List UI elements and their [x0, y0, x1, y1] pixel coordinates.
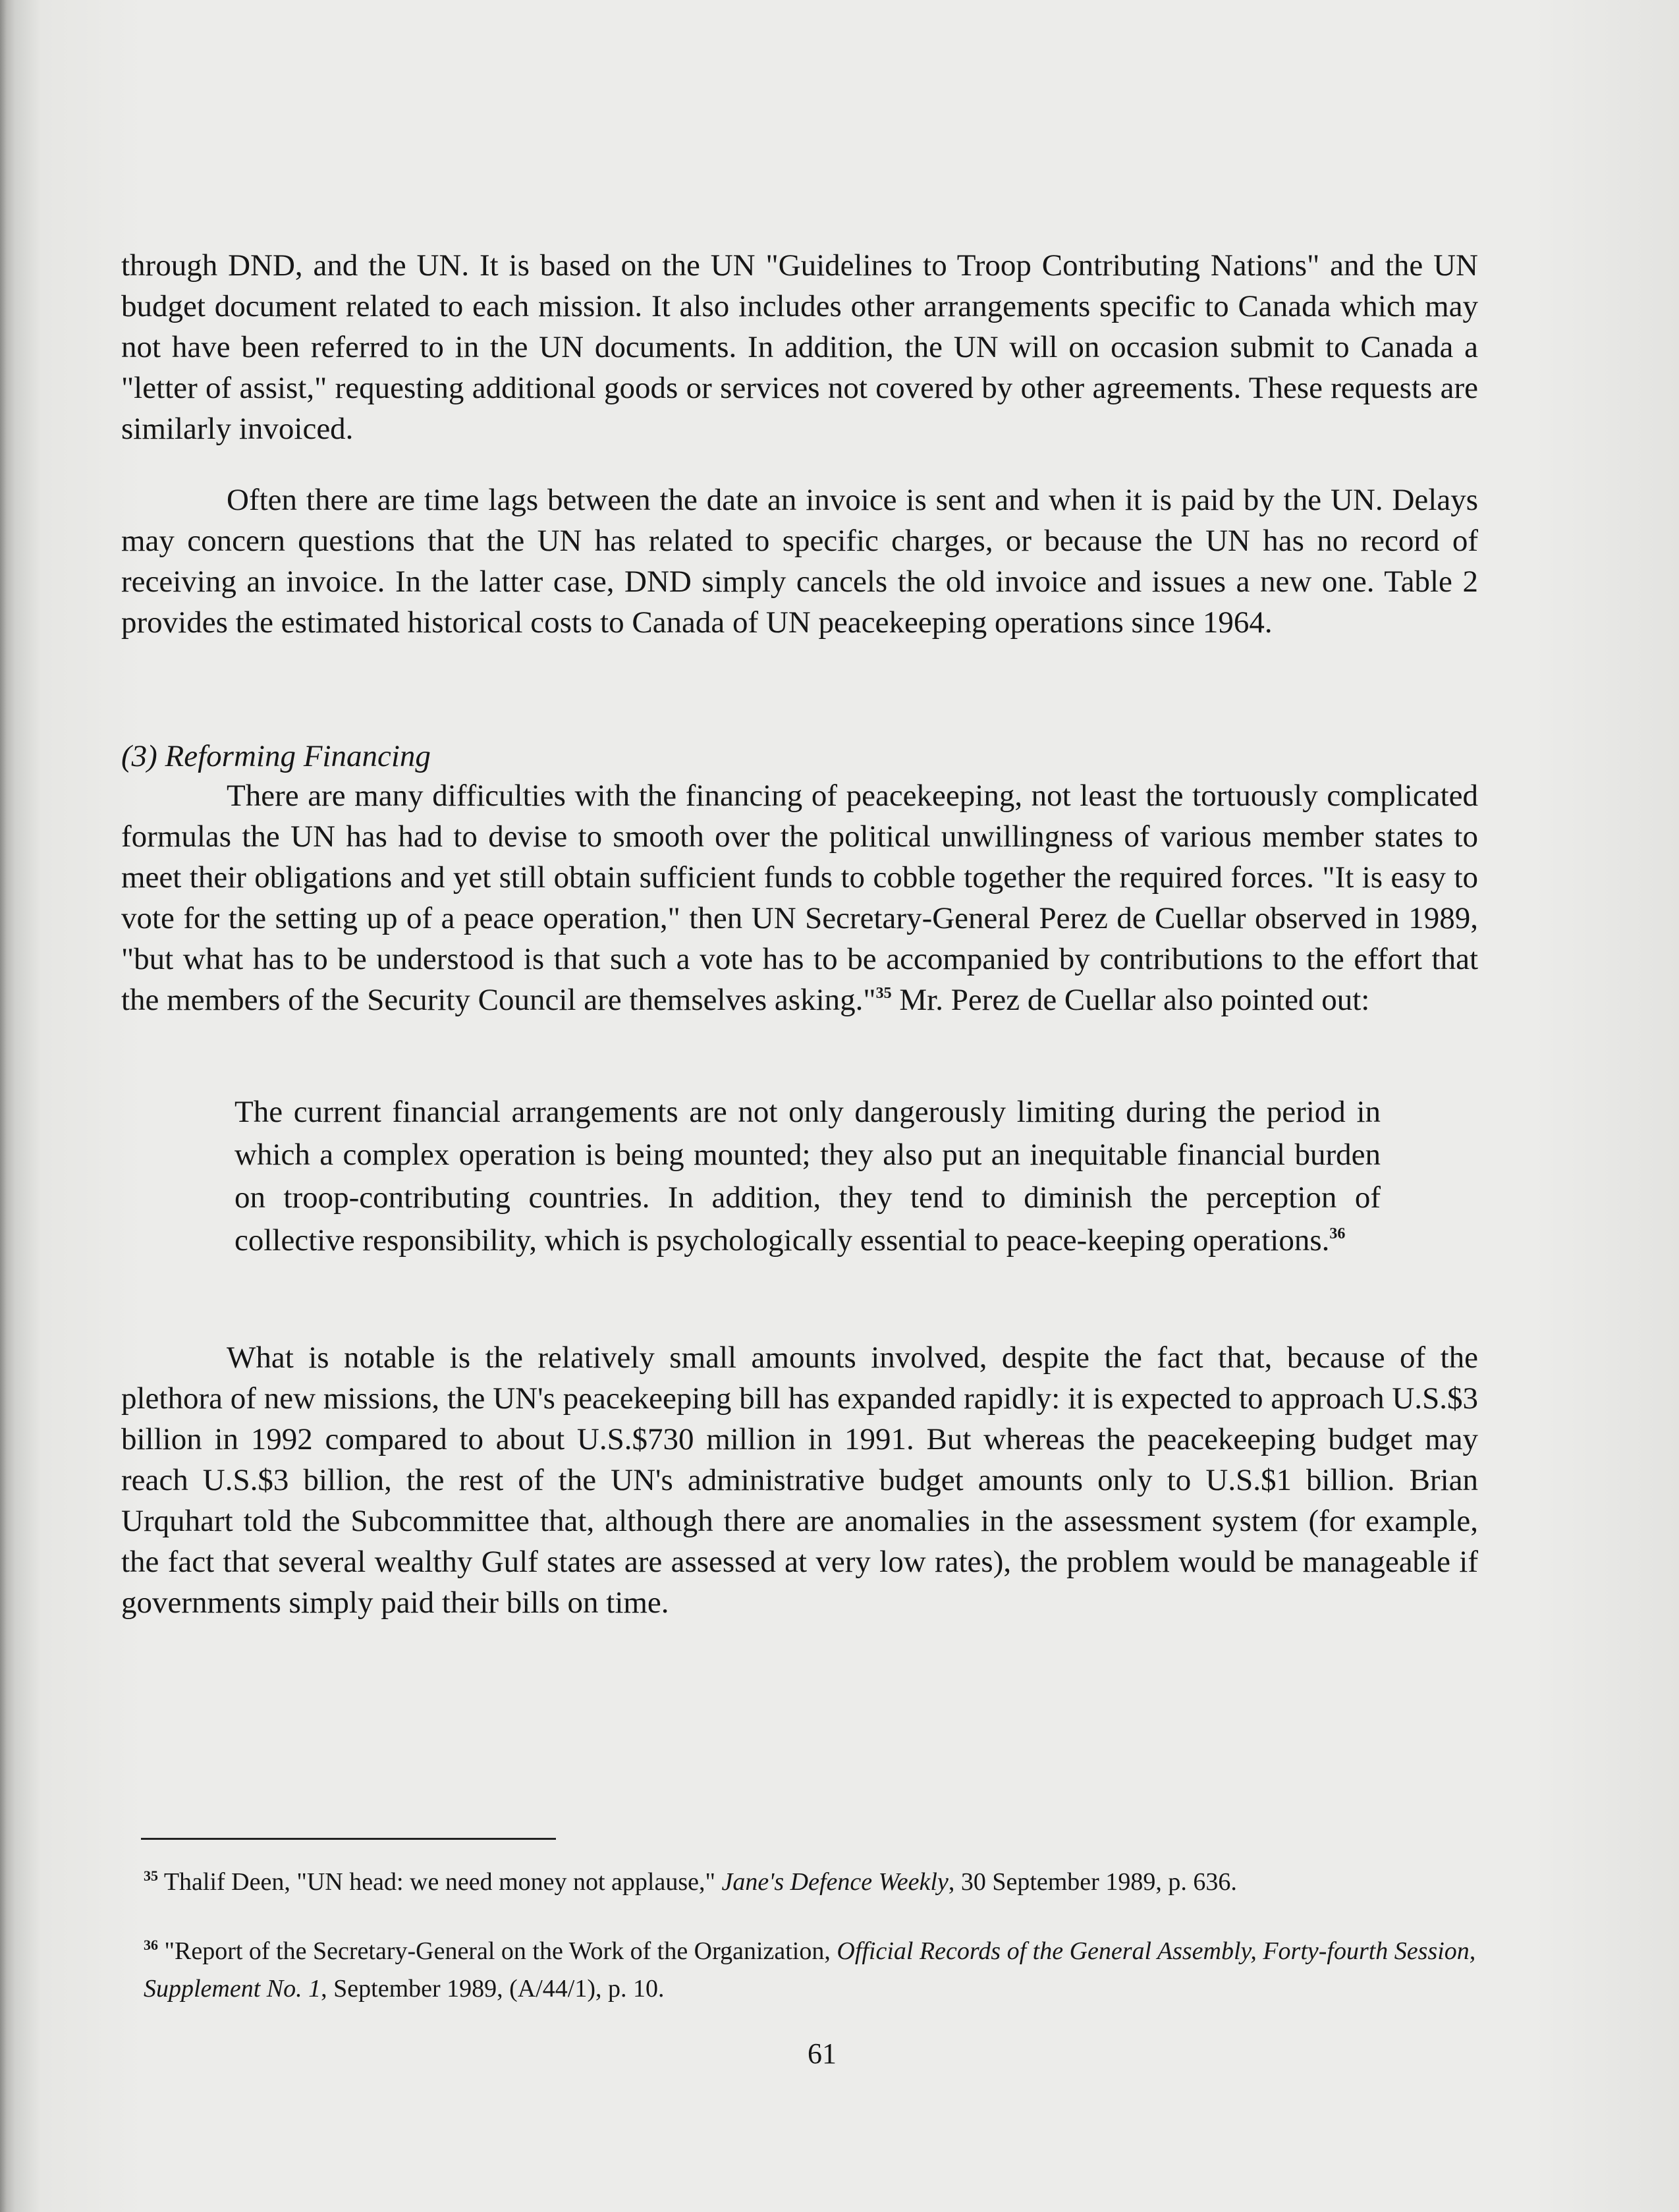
body-paragraph-1: through DND, and the UN. It is based on the UN "Guidelines to Troop Contributing Nations" and the UN budget document related to each mission. It also includes other arrangements specific to Canada which may not have been referred to in the UN documents. In addition, the UN will on occasion submit to Canada a "letter of assist," requesting additional goods or services not covered by other agreements. These requests are similarly invoiced.: [121, 248, 1478, 446]
footnote-reference-35: 35: [875, 985, 892, 1002]
footnote-source-title: Jane's Defence Weekly: [721, 1868, 949, 1896]
document-page: [14, 0, 1679, 2212]
footnote-number: 35: [144, 1867, 158, 1884]
footnote-text-end: , 30 September 1989, p. 636.: [948, 1868, 1237, 1896]
footnote-text: Thalif Deen, "UN head: we need money not applause,": [163, 1868, 722, 1896]
footnote-source-title: Official Records of the General Assembly, Forty-fourth Session, Supplement No. 1: [144, 1937, 1476, 2003]
footnote-reference-36: 36: [1329, 1225, 1346, 1242]
page-binding-edge: [0, 0, 14, 2212]
body-paragraph-3-tail: Mr. Perez de Cuellar also pointed out:: [891, 983, 1370, 1017]
block-quote: [234, 1091, 1381, 1262]
footnote-35: [144, 1864, 1481, 1901]
footnote-number: 36: [144, 1937, 158, 1953]
footnote-divider: [141, 1838, 556, 1840]
section-heading: (3) Reforming Financing: [121, 739, 431, 773]
footnote-text: "Report of the Secretary-General on the Work of the Organization,: [164, 1937, 837, 1965]
body-paragraph-2: Often there are time lags between the date an invoice is sent and when it is paid by the UN. Delays may concern questions that the UN has related to specific charges, or because the UN has no record of receiving an invoice. In the latter case, DND simply cancels the old invoice and issues a new one. Table 2 provides the estimated historical costs to Canada of UN peacekeeping operations since 1964.: [121, 483, 1478, 640]
block-quote-text: The current financial arrangements are not only dangerously limiting during the period in which a complex operation is being mounted; they also put an inequitable financial burden on troop-contributing countries. In addition, they tend to diminish the perception of collective responsibility, which is psychologically essential to peace-keeping operations.: [234, 1095, 1381, 1258]
body-paragraph-3: [121, 775, 1478, 1020]
footnote-text-end: , September 1989, (A/44/1), p. 10.: [321, 1975, 665, 2003]
footnote-36: [144, 1933, 1481, 2008]
body-paragraph-3-text: There are many difficulties with the financing of peacekeeping, not least the tortuously complicated formulas the UN has had to devise to smooth over the political unwillingness of various member states to meet their obligations and yet still obtain sufficient funds to cobble together the required forces. "It is easy to vote for the setting up of a peace operation," then UN Secretary-General Perez de Cuellar observed in 1989, "but what has to be understood is that such a vote has to be accompanied by contributions to the effort that the members of the Security Council are themselves asking.": [121, 779, 1478, 1017]
page-number: 61: [808, 2037, 837, 2070]
body-paragraph-4: What is notable is the relatively small amounts involved, despite the fact that, because of the plethora of new missions, the UN's peacekeeping bill has expanded rapidly: it is expected to approach U.S.$3 billion in 1992 compared to about U.S.$730 million in 1991. But whereas the peacekeeping budget may reach U.S.$3 billion, the rest of the UN's administrative budget amounts only to U.S.$1 billion. Brian Urquhart told the Subcommittee that, although there are anomalies in the assessment system (for example, the fact that several wealthy Gulf states are assessed at very low rates), the problem would be manageable if governments simply paid their bills on time.: [121, 1341, 1478, 1620]
